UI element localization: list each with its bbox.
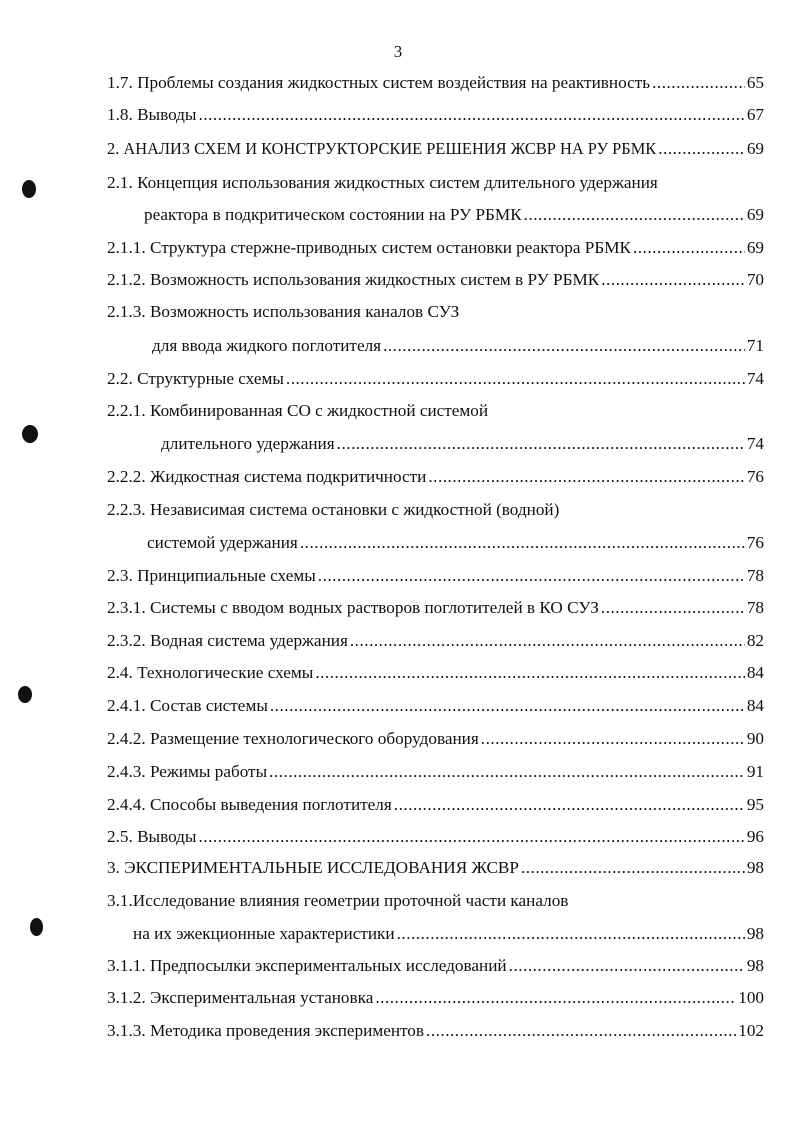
leader-dots	[337, 433, 745, 455]
toc-entry-title: 2.1.2. Возможность использования жидкостных систем в РУ РБМК	[107, 270, 600, 289]
toc-entry-page: 76	[746, 533, 764, 552]
toc-entry-title: 2.4.4. Способы выведения поглотителя	[107, 795, 392, 814]
toc-entry-3-1-1	[107, 955, 764, 977]
toc-entry-title: 2.5. Выводы	[107, 827, 197, 846]
toc-entry-title: 2.3.2. Водная система удержания	[107, 631, 348, 650]
toc-entry-title: 2.3.1. Системы с вводом водных растворов поглотителей в КО СУЗ	[107, 598, 599, 617]
toc-entry-2-4-3	[107, 761, 764, 783]
punch-hole-mark	[22, 425, 38, 443]
toc-entry-title: 2.4.2. Размещение технологического оборудования	[107, 729, 479, 748]
leader-dots	[286, 368, 745, 390]
toc-entry-2-1-1	[107, 237, 764, 259]
toc-entry-2-2-1	[161, 433, 764, 455]
leader-dots	[198, 826, 744, 848]
toc-entry-page: 69	[746, 139, 764, 158]
punch-hole-mark	[30, 918, 43, 936]
toc-entry-page: 90	[746, 729, 764, 748]
leader-dots	[524, 204, 745, 226]
toc-entry-2	[107, 138, 764, 160]
leader-dots	[318, 565, 745, 587]
toc-entry-2-1	[144, 204, 764, 226]
toc-entry-2-3-1	[107, 597, 764, 619]
leader-dots	[658, 138, 745, 160]
toc-entry-page: 98	[746, 956, 764, 975]
leader-dots	[269, 761, 745, 783]
toc-entry-2-2	[107, 368, 764, 390]
toc-entry-2-1-line1: 2.1. Концепция использования жидкостных систем длительного удержания	[107, 173, 658, 192]
leader-dots	[270, 695, 745, 717]
toc-entry-2-2-1-line1: 2.2.1. Комбинированная СО с жидкостной системой	[107, 401, 489, 420]
toc-entry-3	[107, 857, 764, 879]
leader-dots	[350, 630, 745, 652]
toc-entry-2-1-3	[152, 335, 764, 357]
punch-hole-mark	[18, 686, 32, 703]
leader-dots	[601, 597, 745, 619]
toc-entry-3-1	[133, 923, 764, 945]
toc-entry-title: 2.2.2. Жидкостная система подкритичности	[107, 467, 427, 486]
toc-entry-2-4-2	[107, 728, 764, 750]
toc-entry-page: 82	[746, 631, 764, 650]
toc-entry-3-1-line1: 3.1.Исследование влияния геометрии проточной части каналов	[107, 891, 569, 910]
toc-entry-2-4-1	[107, 695, 764, 717]
toc-entry-page: 84	[746, 696, 764, 715]
toc-entry-page: 96	[746, 827, 764, 846]
toc-entry-page: 67	[746, 105, 764, 124]
toc-entry-page: 102	[738, 1021, 764, 1040]
toc-entry-2-2-3-line1: 2.2.3. Независимая система остановки с жидкостной (водной)	[107, 500, 560, 519]
toc-entry-page: 76	[746, 467, 764, 486]
toc-entry-2-3-2	[107, 630, 764, 652]
toc-entry-page: 78	[746, 566, 764, 585]
leader-dots	[383, 335, 745, 357]
toc-entry-title: 2.2. Структурные схемы	[107, 369, 284, 388]
toc-entry-1-8	[107, 104, 764, 126]
toc-entry-page: 78	[746, 598, 764, 617]
leader-dots	[198, 104, 744, 126]
leader-dots	[509, 955, 745, 977]
leader-dots	[315, 662, 744, 684]
toc-entry-title: системой удержания	[147, 533, 298, 552]
toc-entry-page: 69	[746, 205, 764, 224]
toc-entry-page: 98	[746, 924, 764, 943]
toc-entry-page: 74	[746, 434, 764, 453]
toc-entry-title: 2.4. Технологические схемы	[107, 663, 314, 682]
toc-entry-2-4	[107, 662, 764, 684]
toc-entry-2-1-2	[107, 269, 764, 291]
toc-entry-title: 1.8. Выводы	[107, 105, 197, 124]
toc-entry-title: на их эжекционные характеристики	[133, 924, 395, 943]
toc-entry-page: 65	[746, 73, 764, 92]
punch-hole-mark	[22, 180, 36, 198]
toc-entry-title: 3.1.2. Экспериментальная установка	[107, 988, 374, 1007]
leader-dots	[394, 794, 745, 816]
leader-dots	[428, 466, 744, 488]
toc-entry-2-1-3-line1: 2.1.3. Возможность использования каналов СУЗ	[107, 302, 460, 321]
toc-entry-title: 2.1.1. Структура стержне-приводных систем остановки реактора РБМК	[107, 238, 631, 257]
toc-entry-1-7	[107, 72, 764, 94]
toc-entry-3-1-2	[107, 987, 764, 1009]
leader-dots	[397, 923, 745, 945]
toc-entry-page: 91	[746, 762, 764, 781]
page-number: 3	[393, 42, 403, 61]
toc-entry-page: 74	[746, 369, 764, 388]
toc-entry-2-4-4	[107, 794, 764, 816]
toc-entry-title: 3. ЭКСПЕРИМЕНТАЛЬНЫЕ ИССЛЕДОВАНИЯ ЖСВР	[107, 858, 519, 877]
toc-entry-page: 70	[746, 270, 764, 289]
toc-entry-title: 2. АНАЛИЗ СХЕМ И КОНСТРУКТОРСКИЕ РЕШЕНИЯ ЖСВР НА РУ РБМК	[107, 139, 657, 158]
toc-entry-page: 71	[746, 336, 764, 355]
leader-dots	[521, 857, 745, 879]
leader-dots	[300, 532, 745, 554]
toc-entry-title: для ввода жидкого поглотителя	[152, 336, 382, 355]
toc-entry-2-2-3	[147, 532, 764, 554]
toc-entry-title: 2.4.3. Режимы работы	[107, 762, 268, 781]
toc-entry-2-5	[107, 826, 764, 848]
toc-entry-2-3	[107, 565, 764, 587]
toc-entry-page: 100	[738, 988, 764, 1007]
toc-entry-title: 3.1.1. Предпосылки экспериментальных исследований	[107, 956, 507, 975]
leader-dots	[481, 728, 745, 750]
leader-dots	[652, 72, 745, 94]
toc-entry-title: реактора в подкритическом состоянии на РУ РБМК	[144, 205, 522, 224]
leader-dots	[375, 987, 736, 1009]
leader-dots	[426, 1020, 736, 1042]
toc-entry-page: 98	[746, 858, 764, 877]
leader-dots	[601, 269, 745, 291]
toc-entry-title: 2.3. Принципиальные схемы	[107, 566, 316, 585]
toc-entry-page: 95	[746, 795, 764, 814]
leader-dots	[633, 237, 745, 259]
toc-entry-title: 3.1.3. Методика проведения экспериментов	[107, 1021, 425, 1040]
toc-entry-title: длительного удержания	[161, 434, 335, 453]
toc-entry-3-1-3	[107, 1020, 764, 1042]
toc-entry-title: 1.7. Проблемы создания жидкостных систем воздействия на реактивность	[107, 73, 651, 92]
toc-entry-page: 69	[746, 238, 764, 257]
toc-entry-page: 84	[746, 663, 764, 682]
toc-entry-title: 2.4.1. Состав системы	[107, 696, 268, 715]
toc-entry-2-2-2	[107, 466, 764, 488]
